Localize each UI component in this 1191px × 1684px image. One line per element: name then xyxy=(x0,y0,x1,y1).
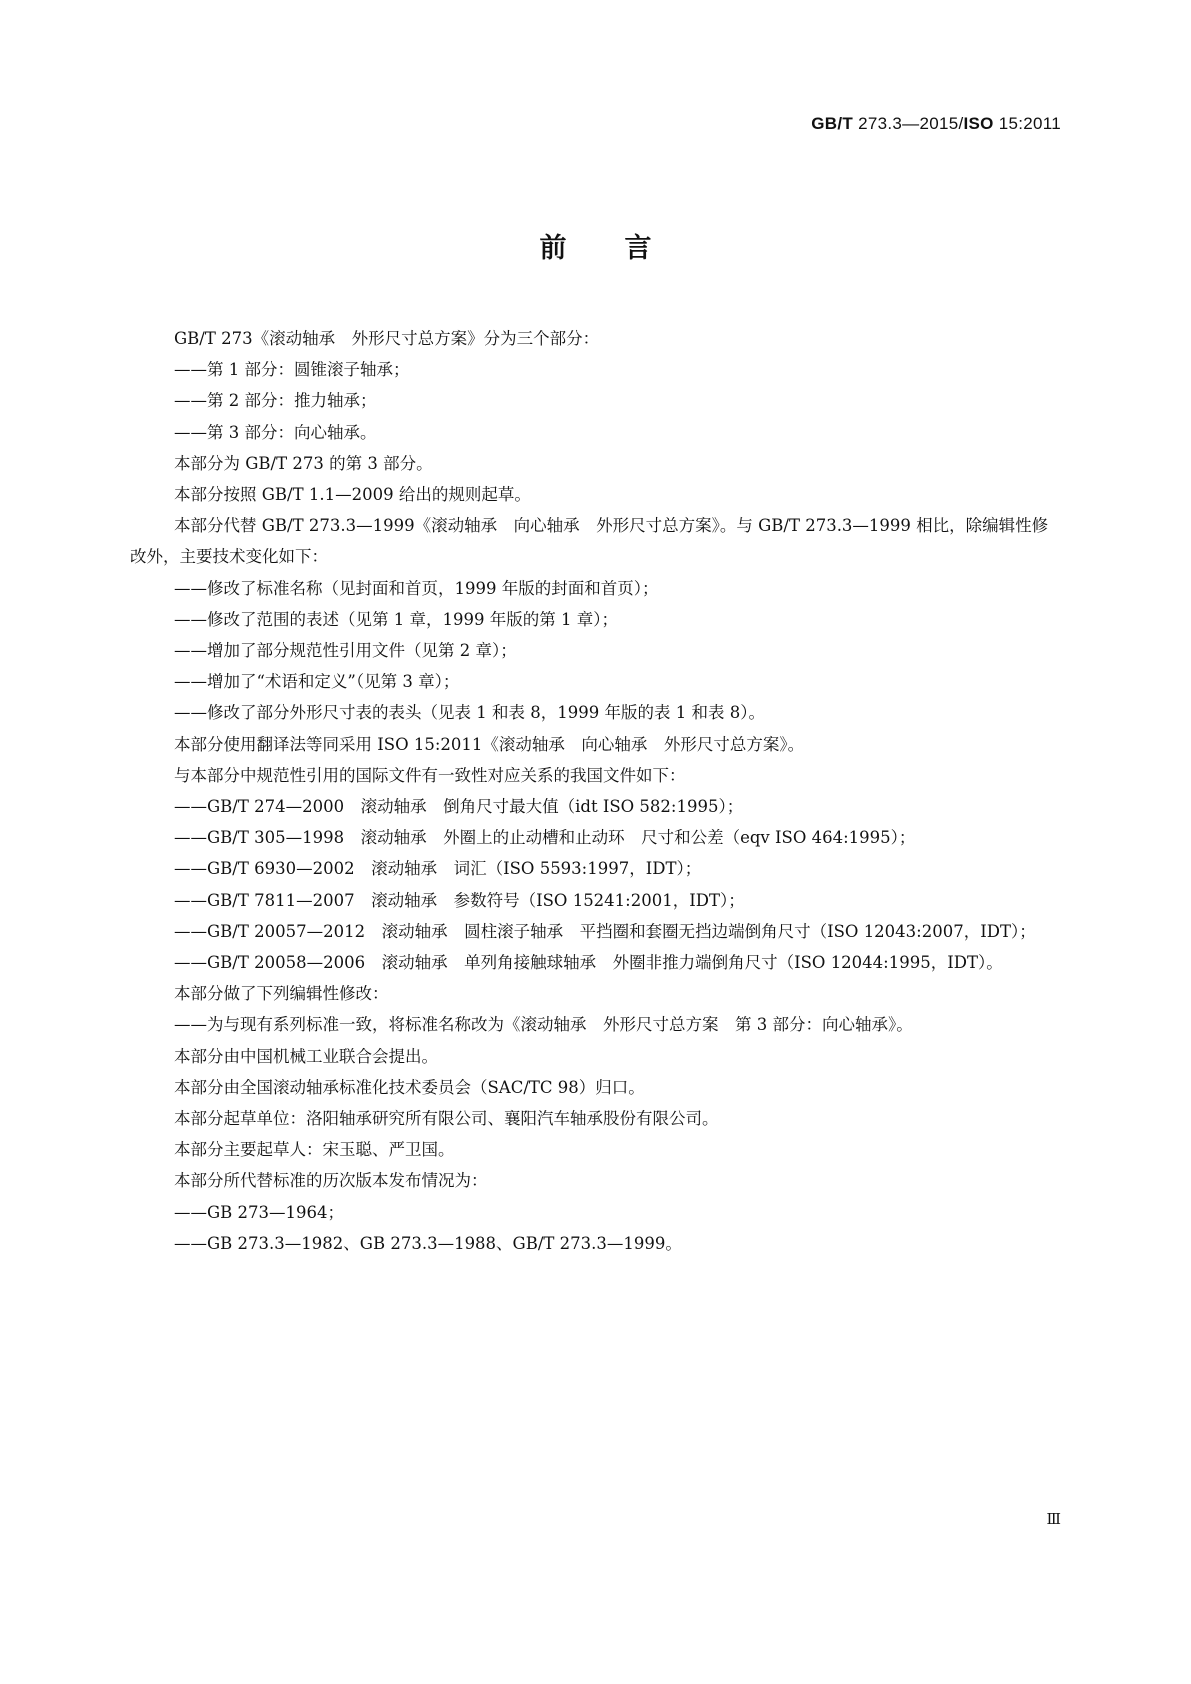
list-item: ——修改了标准名称（见封面和首页，1999 年版的封面和首页）； xyxy=(174,578,659,598)
list-item: ——第 1 部分：圆锥滚子轴承； xyxy=(174,360,410,380)
paragraph: 与本部分中规范性引用的国际文件有一致性对应关系的我国文件如下： xyxy=(174,765,686,785)
list-item: ——GB/T 20058—2006 滚动轴承 单列角接触球轴承 外圈非推力端倒角尺寸（ISO 12044:1995，IDT）。 xyxy=(174,953,1003,973)
list-item: ——增加了部分规范性引用文件（见第 2 章）； xyxy=(174,641,517,661)
list-item: ——GB/T 20057—2012 滚动轴承 圆柱滚子轴承 平挡圈和套圈无挡边端倒角尺寸（ISO 12043:2007，IDT）； xyxy=(174,921,1036,941)
paragraph: GB/T 273《滚动轴承 外形尺寸总方案》分为三个部分： xyxy=(174,329,600,348)
paragraph: 本部分起草单位：洛阳轴承研究所有限公司、襄阳汽车轴承股份有限公司。 xyxy=(174,1109,719,1129)
paragraph: 本部分所代替标准的历次版本发布情况为： xyxy=(174,1171,488,1191)
page-number: Ⅲ xyxy=(1046,1510,1061,1528)
list-item: ——修改了范围的表述（见第 1 章，1999 年版的第 1 章）； xyxy=(174,609,618,629)
list-item: ——GB/T 305—1998 滚动轴承 外圈上的止动槽和止动环 尺寸和公差（eqv ISO 464:1995）； xyxy=(174,828,916,848)
paragraph: 本部分做了下列编辑性修改： xyxy=(174,984,389,1004)
list-item: ——GB 273.3—1982、GB 273.3—1988、GB/T 273.3—1999。 xyxy=(174,1233,682,1253)
list-item: ——第 2 部分：推力轴承； xyxy=(174,391,377,411)
paragraph: 本部分使用翻译法等同采用 ISO 15:2011《滚动轴承 向心轴承 外形尺寸总方案》。 xyxy=(174,734,805,754)
paragraph: 本部分由中国机械工业联合会提出。 xyxy=(174,1046,438,1066)
paragraph: 本部分代替 GB/T 273.3—1999《滚动轴承 向心轴承 外形尺寸总方案》。与 GB/T 273.3—1999 相比，除编辑性修改外，主要技术变化如下： xyxy=(130,516,1049,567)
foreword-body xyxy=(130,323,1060,1259)
list-item: ——为与现有系列标准一致，将标准名称改为《滚动轴承 外形尺寸总方案 第 3 部分：向心轴承》。 xyxy=(174,1015,913,1035)
code-prefix: GB/T xyxy=(811,114,854,133)
list-item: ——修改了部分外形尺寸表的表头（见表 1 和表 8，1999 年版的表 1 和表 8）。 xyxy=(174,703,765,723)
code-suffix: 15:2011 xyxy=(993,114,1061,133)
paragraph: 本部分主要起草人：宋玉聪、严卫国。 xyxy=(174,1140,455,1160)
standard-code-header xyxy=(811,114,1061,134)
paragraph: 本部分按照 GB/T 1.1—2009 给出的规则起草。 xyxy=(174,485,531,505)
code-iso: ISO xyxy=(963,114,994,133)
list-item: ——GB 273—1964； xyxy=(174,1202,345,1222)
list-item: ——GB/T 274—2000 滚动轴承 倒角尺寸最大值（idt ISO 582:1995）； xyxy=(174,797,744,817)
list-item: ——GB/T 6930—2002 滚动轴承 词汇（ISO 5593:1997，IDT）； xyxy=(174,859,702,879)
list-item: ——GB/T 7811—2007 滚动轴承 参数符号（ISO 15241:2001，IDT）； xyxy=(174,890,745,910)
code-mid: 273.3—2015/ xyxy=(853,114,964,133)
paragraph: 本部分为 GB/T 273 的第 3 部分。 xyxy=(174,453,433,473)
list-item: ——增加了“术语和定义”（见第 3 章）； xyxy=(174,672,460,692)
page-title: 前言 xyxy=(539,233,710,264)
list-item: ——第 3 部分：向心轴承。 xyxy=(174,422,377,442)
paragraph: 本部分由全国滚动轴承标准化技术委员会（SAC/TC 98）归口。 xyxy=(174,1077,645,1097)
